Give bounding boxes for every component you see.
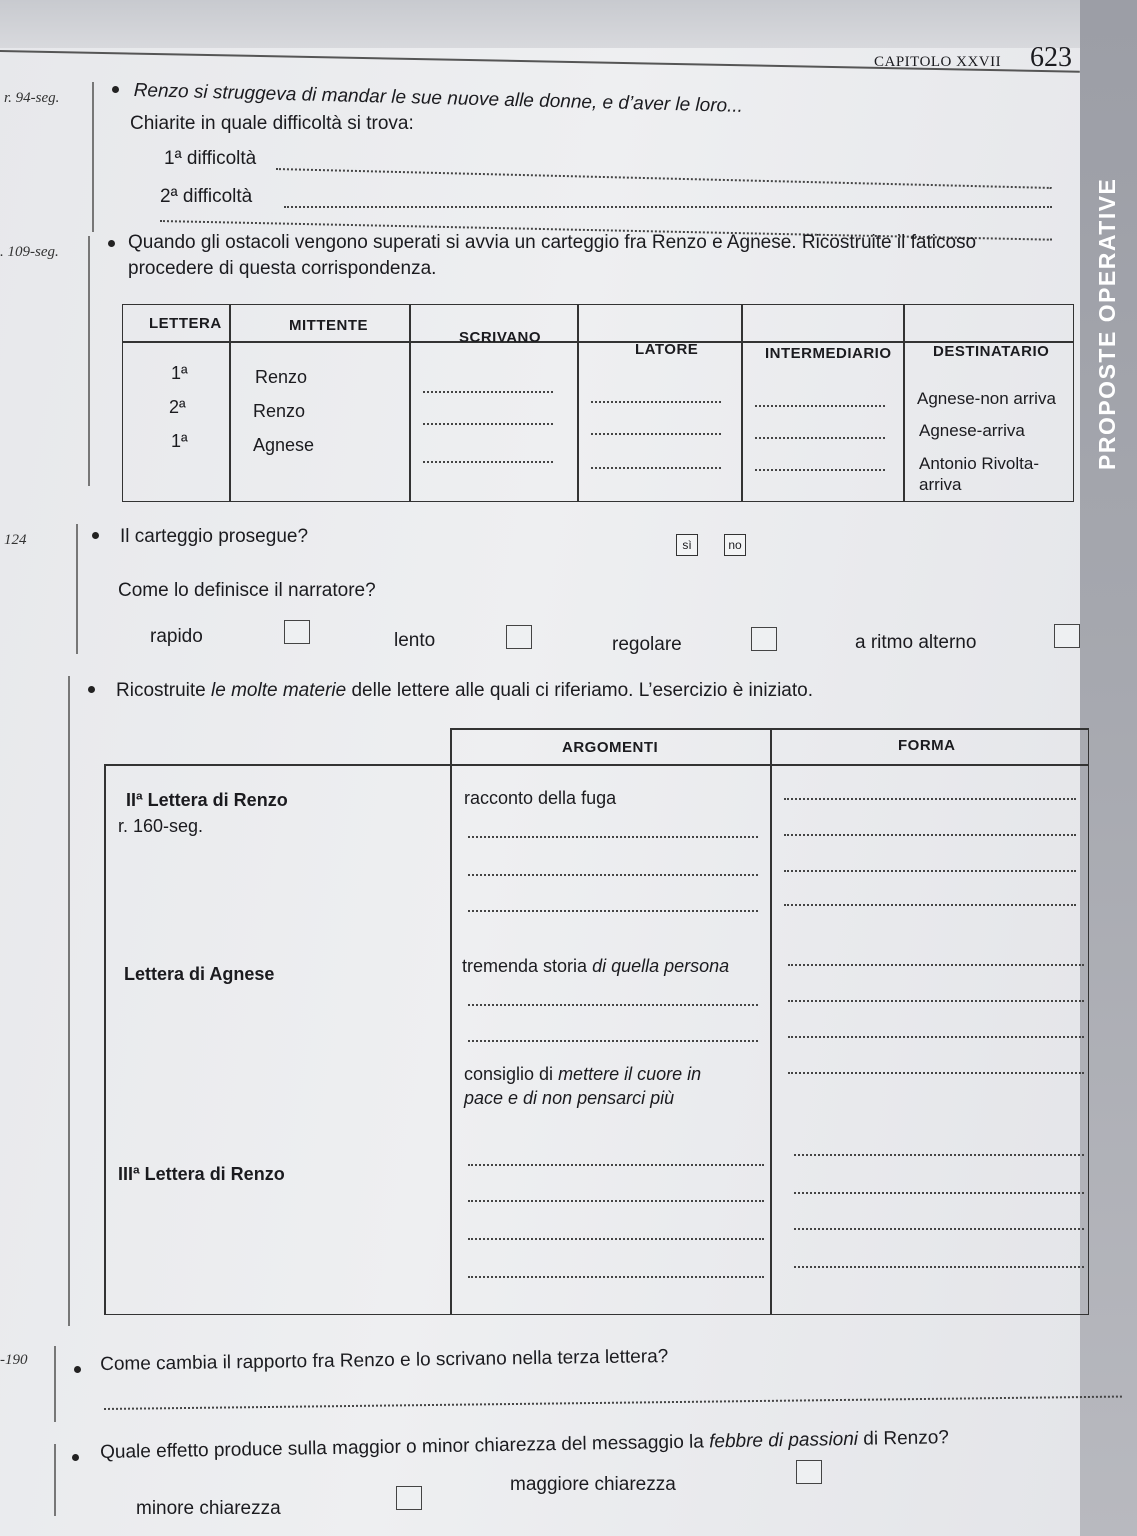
line-reference: r. 94-seg. bbox=[4, 90, 60, 106]
question-text: Il carteggio prosegue? bbox=[120, 526, 309, 547]
bullet bbox=[112, 86, 119, 93]
option-checkbox[interactable] bbox=[1054, 624, 1080, 648]
answer-line[interactable] bbox=[755, 469, 885, 471]
line-reference: . 109-seg. bbox=[0, 244, 59, 260]
option-label: minore chiarezza bbox=[136, 1498, 281, 1519]
column-header: MITTENTE bbox=[289, 317, 368, 334]
argument-italic: mettere il cuore in bbox=[558, 1064, 702, 1084]
option-label: rapido bbox=[150, 626, 203, 647]
answer-line[interactable] bbox=[591, 401, 721, 403]
answer-line[interactable] bbox=[591, 433, 721, 435]
column-header: DESTINATARIO bbox=[933, 343, 1050, 360]
exercise-prompt bbox=[116, 680, 813, 702]
letter-title: IIª Lettera di Renzo bbox=[126, 790, 288, 810]
answer-line[interactable] bbox=[468, 1276, 764, 1278]
prompt-line: Quando gli ostacoli vengono superati si avvia un carteggio fra Renzo e Agnese. Ricostruite il faticoso bbox=[128, 232, 977, 253]
option-checkbox[interactable] bbox=[506, 625, 532, 649]
answer-line[interactable] bbox=[104, 1396, 1122, 1410]
prompt-part: delle lettere alle quali ci riferiamo. L’esercizio è iniziato. bbox=[346, 680, 813, 701]
margin-bar bbox=[54, 1444, 56, 1516]
table-cell-mittente: Agnese bbox=[253, 435, 315, 455]
answer-line[interactable] bbox=[784, 904, 1076, 906]
margin-bar bbox=[88, 236, 90, 486]
table-cell-destinatario: Agnese-non arriva bbox=[917, 389, 1056, 408]
bullet bbox=[92, 532, 99, 539]
answer-line[interactable] bbox=[784, 870, 1076, 872]
answer-line[interactable] bbox=[423, 391, 553, 393]
answer-line[interactable] bbox=[794, 1228, 1084, 1230]
table-divider bbox=[450, 728, 452, 1314]
answer-line[interactable] bbox=[788, 1000, 1084, 1002]
topics-table bbox=[104, 728, 1089, 1315]
answer-line[interactable] bbox=[784, 798, 1076, 800]
line-reference: 124 bbox=[4, 532, 27, 548]
exercise-instruction: Chiarite in quale difficoltà si trova: bbox=[130, 113, 414, 134]
option-checkbox[interactable] bbox=[796, 1460, 822, 1484]
column-header: LATORE bbox=[635, 341, 699, 358]
answer-line[interactable] bbox=[784, 834, 1076, 836]
exercise-prompt: Renzo si struggeva di mandar le sue nuove alle donne, e d’aver le loro... bbox=[133, 80, 744, 117]
argument-text bbox=[462, 956, 729, 977]
table-top-rule bbox=[450, 728, 1088, 730]
answer-line[interactable] bbox=[591, 467, 721, 469]
option-checkbox[interactable] bbox=[396, 1486, 422, 1510]
answer-line[interactable] bbox=[468, 836, 758, 838]
table-divider bbox=[903, 305, 905, 501]
answer-line[interactable] bbox=[468, 1040, 758, 1042]
letter-reference: r. 160-seg. bbox=[118, 816, 204, 836]
table-divider bbox=[409, 305, 411, 501]
answer-line[interactable] bbox=[468, 1238, 764, 1240]
question-text: Come cambia il rapporto fra Renzo e lo scrivano nella terza lettera? bbox=[100, 1346, 669, 1375]
difficulty-label-2: 2ª difficoltà bbox=[160, 186, 253, 207]
page-number: 623 bbox=[1030, 42, 1072, 73]
bullet bbox=[108, 240, 115, 247]
argument-italic: di quella persona bbox=[592, 956, 730, 976]
question-part: di Renzo? bbox=[857, 1427, 950, 1450]
prompt-italic: le molte materie bbox=[211, 680, 347, 701]
answer-line[interactable] bbox=[794, 1266, 1084, 1268]
correspondence-table bbox=[122, 304, 1074, 502]
column-header: ARGOMENTI bbox=[562, 739, 659, 756]
option-label: a ritmo alterno bbox=[855, 632, 977, 653]
table-header-rule bbox=[104, 764, 1088, 766]
table-cell-mittente: Renzo bbox=[255, 367, 308, 387]
top-shadow bbox=[0, 0, 1137, 48]
answer-line[interactable] bbox=[423, 423, 553, 425]
table-cell-lettera: 2ª bbox=[169, 397, 186, 417]
answer-line[interactable] bbox=[468, 1004, 758, 1006]
margin-bar bbox=[92, 82, 94, 232]
option-label: regolare bbox=[612, 634, 682, 655]
question-text bbox=[100, 1427, 949, 1464]
question-part: Quale effetto produce sulla maggior o minor chiarezza del messaggio la bbox=[100, 1431, 710, 1463]
table-divider bbox=[229, 305, 231, 501]
answer-line[interactable] bbox=[468, 1164, 764, 1166]
answer-line[interactable] bbox=[755, 405, 885, 407]
table-divider bbox=[770, 728, 772, 1314]
letter-title: IIIª Lettera di Renzo bbox=[118, 1164, 285, 1184]
option-label: lento bbox=[394, 630, 436, 651]
answer-line[interactable] bbox=[755, 437, 885, 439]
table-header-rule bbox=[123, 341, 1073, 343]
column-header: SCRIVANO bbox=[459, 329, 542, 346]
answer-line[interactable] bbox=[468, 910, 758, 912]
option-checkbox[interactable] bbox=[284, 620, 310, 644]
argument-text: pace e di non pensarci più bbox=[464, 1088, 675, 1108]
exercise-prompt bbox=[128, 232, 976, 254]
answer-line[interactable] bbox=[276, 168, 1052, 189]
table-cell-mittente: Renzo bbox=[253, 401, 306, 421]
margin-bar bbox=[68, 676, 70, 1326]
table-divider bbox=[741, 305, 743, 501]
bullet bbox=[88, 686, 95, 693]
column-header: LETTERA bbox=[149, 315, 222, 332]
answer-line[interactable] bbox=[794, 1154, 1084, 1156]
no-checkbox[interactable]: no bbox=[724, 534, 746, 556]
margin-bar bbox=[54, 1346, 56, 1422]
chapter-title: CAPITOLO XXVII bbox=[874, 54, 1002, 70]
argument-part: tremenda storia bbox=[462, 956, 593, 976]
yes-checkbox[interactable]: sì bbox=[676, 534, 698, 556]
answer-line[interactable] bbox=[788, 964, 1084, 966]
difficulty-label-1: 1ª difficoltà bbox=[164, 148, 257, 169]
prompt-part: Ricostruite bbox=[116, 680, 212, 701]
column-header: FORMA bbox=[898, 737, 956, 754]
answer-line[interactable] bbox=[284, 206, 1052, 208]
side-tab-label: PROPOSTE OPERATIVE bbox=[1094, 177, 1120, 470]
table-cell-lettera: 1ª bbox=[171, 431, 188, 451]
option-checkbox[interactable] bbox=[751, 627, 777, 651]
table-cell-destinatario: Antonio Rivolta-arriva bbox=[919, 454, 1040, 494]
bullet bbox=[72, 1454, 79, 1461]
argument-text: racconto della fuga bbox=[464, 788, 617, 808]
letter-title: Lettera di Agnese bbox=[124, 964, 275, 984]
column-header: INTERMEDIARIO bbox=[765, 345, 892, 362]
line-reference: -190 bbox=[0, 1352, 28, 1368]
table-divider bbox=[104, 764, 106, 1314]
table-cell-lettera: 1ª bbox=[171, 363, 188, 383]
exercise-prompt-continued: procedere di questa corrispondenza. bbox=[128, 258, 437, 279]
margin-bar bbox=[76, 524, 78, 654]
answer-line[interactable] bbox=[788, 1036, 1084, 1038]
table-divider bbox=[577, 305, 579, 501]
answer-line[interactable] bbox=[468, 1200, 764, 1202]
answer-line[interactable] bbox=[794, 1192, 1084, 1194]
option-label: maggiore chiarezza bbox=[510, 1474, 676, 1495]
answer-line[interactable] bbox=[423, 461, 553, 463]
argument-text bbox=[464, 1064, 701, 1085]
answer-line[interactable] bbox=[468, 874, 758, 876]
answer-line[interactable] bbox=[788, 1072, 1084, 1074]
question-text: Come lo definisce il narratore? bbox=[118, 580, 376, 601]
bullet bbox=[74, 1366, 81, 1373]
argument-part: consiglio di bbox=[464, 1064, 559, 1084]
question-italic: febbre di passioni bbox=[708, 1428, 859, 1453]
table-cell-destinatario: Agnese-arriva bbox=[919, 421, 1025, 440]
